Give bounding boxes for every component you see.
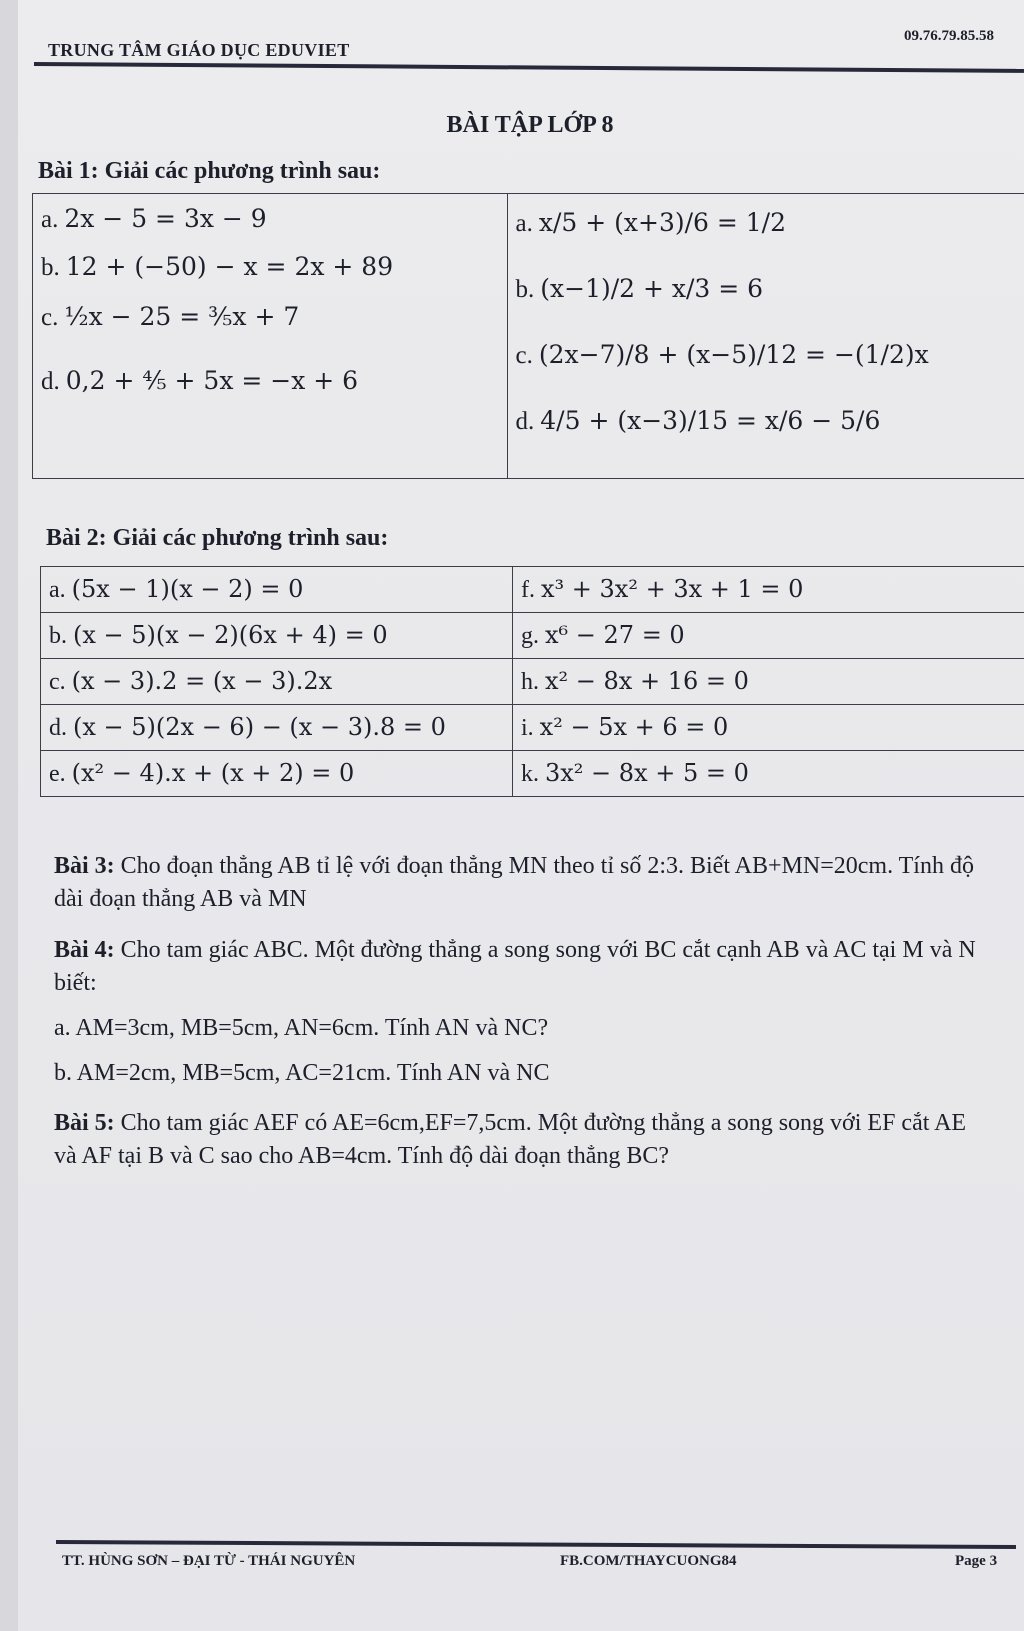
bai1-left-a: a. 2x − 5 = 3x − 9 [41, 204, 267, 233]
header-rule [34, 62, 1024, 73]
bai2-row: a. (5x − 1)(x − 2) = 0 f. x³ + 3x² + 3x + 1 = 0 [41, 567, 1024, 613]
bai5-paragraph: Bài 5: Cho tam giác AEF có AE=6cm,EF=7,5cm. Một đường thẳng a song song với EF cắt AE và AF tại B và C sao cho AB=4cm. Tính độ dài đoạn thẳng BC? [54, 1110, 967, 1169]
footer-address: TT. HÙNG SƠN – ĐẠI TỪ - THÁI NGUYÊN [62, 1553, 356, 1569]
bai1-right-c: c. (2x−7)/8 + (x−5)/12 = −(1/2)x [515, 340, 929, 369]
bai2-row: c. (x − 3).2 = (x − 3).2x h. x² − 8x + 16 = 0 [41, 659, 1024, 705]
bai1-left-c: c. ½x − 25 = ⅗x + 7 [41, 302, 300, 331]
page-title: BÀI TẬP LỚP 8 [446, 112, 614, 138]
bai2-heading: Bài 2: Giải các phương trình sau: [46, 525, 389, 551]
bai2-table [40, 566, 1024, 797]
phone-number: 09.76.79.85.58 [904, 28, 994, 44]
bai4-part-b: b. AM=2cm, MB=5cm, AC=21cm. Tính AN và NC [54, 1060, 550, 1086]
bai1-right-d: d. 4/5 + (x−3)/15 = x/6 − 5/6 [515, 406, 881, 435]
bai2-row: d. (x − 5)(2x − 6) − (x − 3).8 = 0 i. x² − 5x + 6 = 0 [41, 705, 1024, 751]
bai1-left-d: d. 0,2 + ⅘ + 5x = −x + 6 [41, 366, 359, 395]
bai1-right-cell [507, 194, 1024, 479]
bai3-paragraph: Bài 3: Cho đoạn thẳng AB tỉ lệ với đoạn thẳng MN theo tỉ số 2:3. Biết AB+MN=20cm. Tính độ dài đoạn thẳng AB và MN [54, 853, 974, 912]
bai4-part-a: a. AM=3cm, MB=5cm, AN=6cm. Tính AN và NC? [54, 1015, 549, 1041]
page-number: Page 3 [955, 1553, 998, 1569]
bai4-paragraph: Bài 4: Cho tam giác ABC. Một đường thẳng a song song với BC cắt cạnh AB và AC tại M và N biết: [54, 937, 976, 996]
bai1-right-b: b. (x−1)/2 + x/3 = 6 [515, 274, 764, 303]
bai1-left-b: b. 12 + (−50) − x = 2x + 89 [41, 252, 394, 281]
bai1-right-a: a. x/5 + (x+3)/6 = 1/2 [515, 208, 787, 237]
bai1-table [32, 193, 1024, 479]
footer-rule [56, 1540, 1016, 1549]
bai1-left-cell [33, 194, 508, 479]
bai1-heading: Bài 1: Giải các phương trình sau: [38, 158, 381, 184]
bai2-row: e. (x² − 4).x + (x + 2) = 0 k. 3x² − 8x + 5 = 0 [41, 751, 1024, 797]
footer-facebook: FB.COM/THAYCUONG84 [560, 1553, 737, 1569]
bai2-row: b. (x − 5)(x − 2)(6x + 4) = 0 g. x⁶ − 27 = 0 [41, 613, 1024, 659]
center-name: TRUNG TÂM GIÁO DỤC EDUVIET [48, 40, 350, 60]
